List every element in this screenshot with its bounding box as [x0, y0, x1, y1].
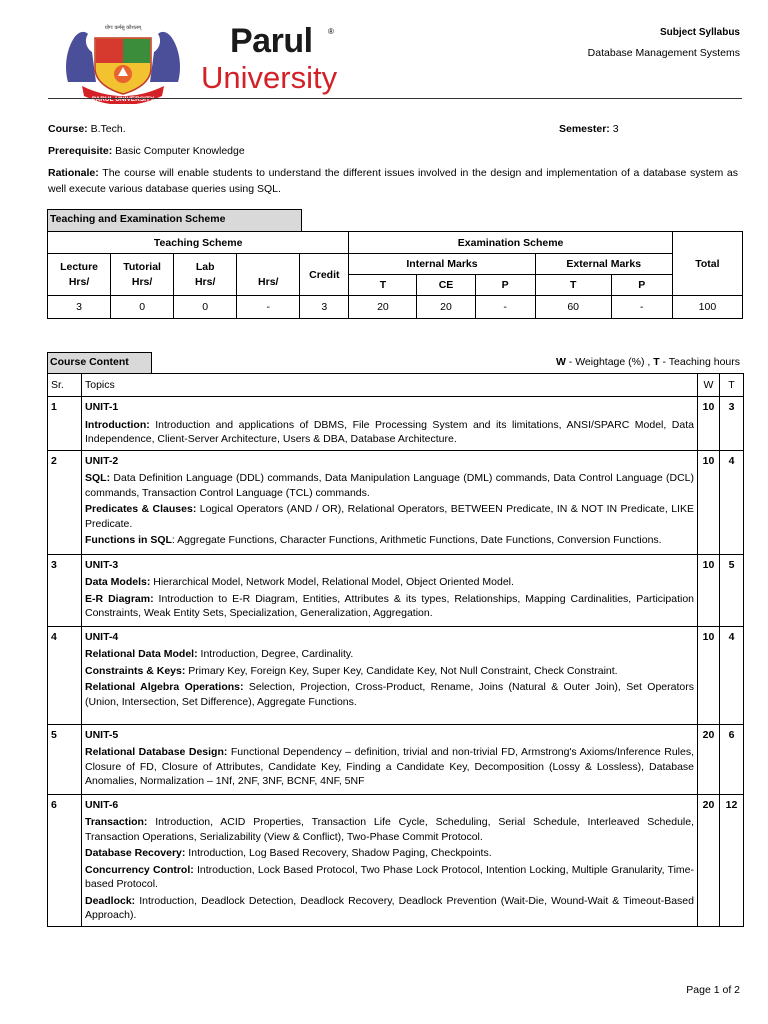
unit-row	[48, 397, 744, 451]
unit-weightage: 20	[698, 794, 720, 926]
semester-line: Semester: 3	[559, 123, 619, 135]
page-number: Page 1 of 2	[686, 984, 740, 996]
lab-header: Lab Hrs/	[174, 254, 237, 296]
credit-header: Credit	[300, 254, 349, 296]
scheme-section-title: Teaching and Examination Scheme	[47, 209, 302, 232]
course-line: Course: B.Tech.	[48, 123, 126, 135]
left-lion-icon	[66, 32, 96, 82]
t-header: T	[720, 374, 744, 397]
unit-title: UNIT-4	[85, 630, 119, 643]
hrs-value: -	[237, 296, 300, 319]
scheme-table	[47, 231, 743, 319]
topics-header: Topics	[82, 374, 698, 397]
unit-teaching-hours: 12	[720, 794, 744, 926]
right-lion-icon	[150, 32, 180, 82]
unit-title: UNIT-1	[85, 401, 119, 413]
topic-paragraph: Functions in SQL: Aggregate Functions, Character Functions, Arithmetic Functions, Date Functions, Conversion Functions.	[85, 534, 662, 546]
sr-header: Sr.	[48, 374, 82, 397]
unit-row	[48, 450, 744, 554]
total-value: 100	[672, 296, 742, 319]
w-header: W	[698, 374, 720, 397]
unit-row	[48, 554, 744, 626]
int-ce-value: 20	[417, 296, 475, 319]
topic-paragraph: Database Recovery: Introduction, Log Based Recovery, Shadow Paging, Checkpoints.	[85, 847, 492, 859]
unit-row	[48, 794, 744, 926]
unit-teaching-hours: 6	[720, 724, 744, 794]
brand-parul: Parul	[230, 22, 313, 60]
unit-title: UNIT-3	[85, 558, 119, 571]
internal-marks-header: Internal Marks	[349, 254, 535, 275]
exam-scheme-header: Examination Scheme	[349, 232, 672, 254]
topic-paragraph: Relational Algebra Operations: Selection, Projection, Cross-Product, Rename, Joins (Natural & Outer Join), Set Operators (Union, Intersection, Set Difference), Aggregate Functions.	[85, 681, 694, 708]
unit-teaching-hours: 3	[720, 397, 744, 451]
unit-topics	[82, 397, 698, 451]
topic-paragraph: E-R Diagram: Introduction to E-R Diagram, Entities, Attributes & its types, Relationships, Mapping Cardinalities, Participation Constraints, Weak Entity Sets, Specialization, Generalization, Aggregation.	[85, 592, 694, 619]
unit-weightage: 20	[698, 724, 720, 794]
unit-sr: 5	[48, 724, 82, 794]
unit-topics	[82, 724, 698, 794]
tutorial-header: Tutorial Hrs/	[111, 254, 174, 296]
topic-paragraph: Relational Database Design: Functional Dependency – definition, trivial and non-trivial FD, Armstrong's Axioms/Inference Rules, Closure of FD, Closure of Attributes, Candidate Key, Finding a Candidate Key, Decomposition (Lossy & Lossless), Database Anomalies, Normalization – 1Nf, 2NF, 3NF, BCNF, 4NF, 5NF	[85, 746, 694, 787]
external-marks-header: External Marks	[535, 254, 672, 275]
unit-sr: 2	[48, 450, 82, 554]
unit-weightage: 10	[698, 397, 720, 451]
content-header-row	[48, 374, 744, 397]
registered-mark: ®	[328, 27, 334, 36]
teaching-scheme-header: Teaching Scheme	[48, 232, 349, 254]
ext-p-value: -	[611, 296, 672, 319]
course-content-table	[47, 373, 744, 927]
topic-paragraph: Introduction: Introduction and applications of DBMS, File Processing System and its limitations, ANSI/SPARC Model, Data Independence, Client-Server Architecture, Users & DBA, Database Architecture.	[85, 418, 694, 445]
unit-topics	[82, 554, 698, 626]
int-p-header: P	[475, 275, 535, 296]
topic-paragraph: Relational Data Model: Introduction, Degree, Cardinality.	[85, 648, 354, 660]
brand-university: University	[201, 60, 338, 95]
rationale-paragraph: Rationale: The course will enable students to understand the different issues involved in the design and implementation of a database system as well execute various database queries using SQL.	[48, 167, 739, 195]
unit-row	[48, 724, 744, 794]
lecture-header: Lecture Hrs/	[48, 254, 111, 296]
subject-name: Database Management Systems	[587, 47, 740, 59]
hrs-header: Hrs/	[237, 254, 300, 296]
ext-p-header: P	[611, 275, 672, 296]
total-header: Total	[672, 232, 742, 296]
unit-sr: 4	[48, 626, 82, 724]
tutorial-value: 0	[111, 296, 174, 319]
lab-value: 0	[174, 296, 237, 319]
doc-type: Subject Syllabus	[659, 27, 740, 38]
topic-paragraph: Transaction: Introduction, ACID Properties, Transaction Life Cycle, Scheduling, Serial Schedule, Interleaved Schedule, Transaction Operations, Serializability (View & Conflict), Two-Phase Commit Protocol.	[85, 816, 694, 843]
topic-paragraph: Data Models: Hierarchical Model, Network Model, Relational Model, Object Oriented Model.	[85, 576, 514, 588]
unit-row	[48, 626, 744, 724]
topic-paragraph: Deadlock: Introduction, Deadlock Detection, Deadlock Recovery, Deadlock Prevention (Wait-Die, Wound-Wait & Timeout-Based Approach).	[85, 894, 694, 921]
int-ce-header: CE	[417, 275, 475, 296]
unit-teaching-hours: 4	[720, 626, 744, 724]
unit-sr: 3	[48, 554, 82, 626]
topic-paragraph: Predicates & Clauses: Logical Operators (AND / OR), Relational Operators, BETWEEN Predicate, IN & NOT IN Predicate, LIKE Predicate.	[85, 503, 694, 530]
unit-title: UNIT-5	[85, 728, 119, 741]
int-t-value: 20	[349, 296, 417, 319]
weightage-legend: W - Weightage (%) , T - Teaching hours	[555, 356, 740, 368]
topic-paragraph: SQL: Data Definition Language (DDL) commands, Data Manipulation Language (DML) commands, Data Control Language (DCL) commands, Transaction Control Language (TCL) commands.	[85, 472, 694, 499]
unit-topics	[82, 626, 698, 724]
university-logo	[62, 20, 184, 104]
svg-text:योगः कर्मसु कौशलम्: योगः कर्मसु कौशलम्	[104, 25, 142, 31]
unit-weightage: 10	[698, 554, 720, 626]
unit-teaching-hours: 5	[720, 554, 744, 626]
int-t-header: T	[349, 275, 417, 296]
unit-sr: 1	[48, 397, 82, 451]
unit-weightage: 10	[698, 626, 720, 724]
header-divider	[48, 98, 742, 99]
ext-t-value: 60	[535, 296, 611, 319]
unit-title: UNIT-2	[85, 454, 119, 467]
topic-paragraph: Constraints & Keys: Primary Key, Foreign Key, Super Key, Candidate Key, Not Null Constraint, Check Constraint.	[85, 664, 618, 677]
unit-topics	[82, 794, 698, 926]
unit-teaching-hours: 4	[720, 450, 744, 554]
unit-title: UNIT-6	[85, 798, 119, 811]
svg-text:PARUL UNIVERSITY: PARUL UNIVERSITY	[91, 96, 155, 103]
unit-sr: 6	[48, 794, 82, 926]
unit-topics	[82, 450, 698, 554]
ext-t-header: T	[535, 275, 611, 296]
content-section-title: Course Content	[47, 352, 152, 374]
lecture-value: 3	[48, 296, 111, 319]
prerequisite-line: Prerequisite: Basic Computer Knowledge	[48, 145, 245, 157]
topic-paragraph: Concurrency Control: Introduction, Lock Based Protocol, Two Phase Lock Protocol, Intention Locking, Multiple Granularity, Time-based Protocol.	[85, 863, 694, 890]
int-p-value: -	[475, 296, 535, 319]
unit-weightage: 10	[698, 450, 720, 554]
credit-value: 3	[300, 296, 349, 319]
